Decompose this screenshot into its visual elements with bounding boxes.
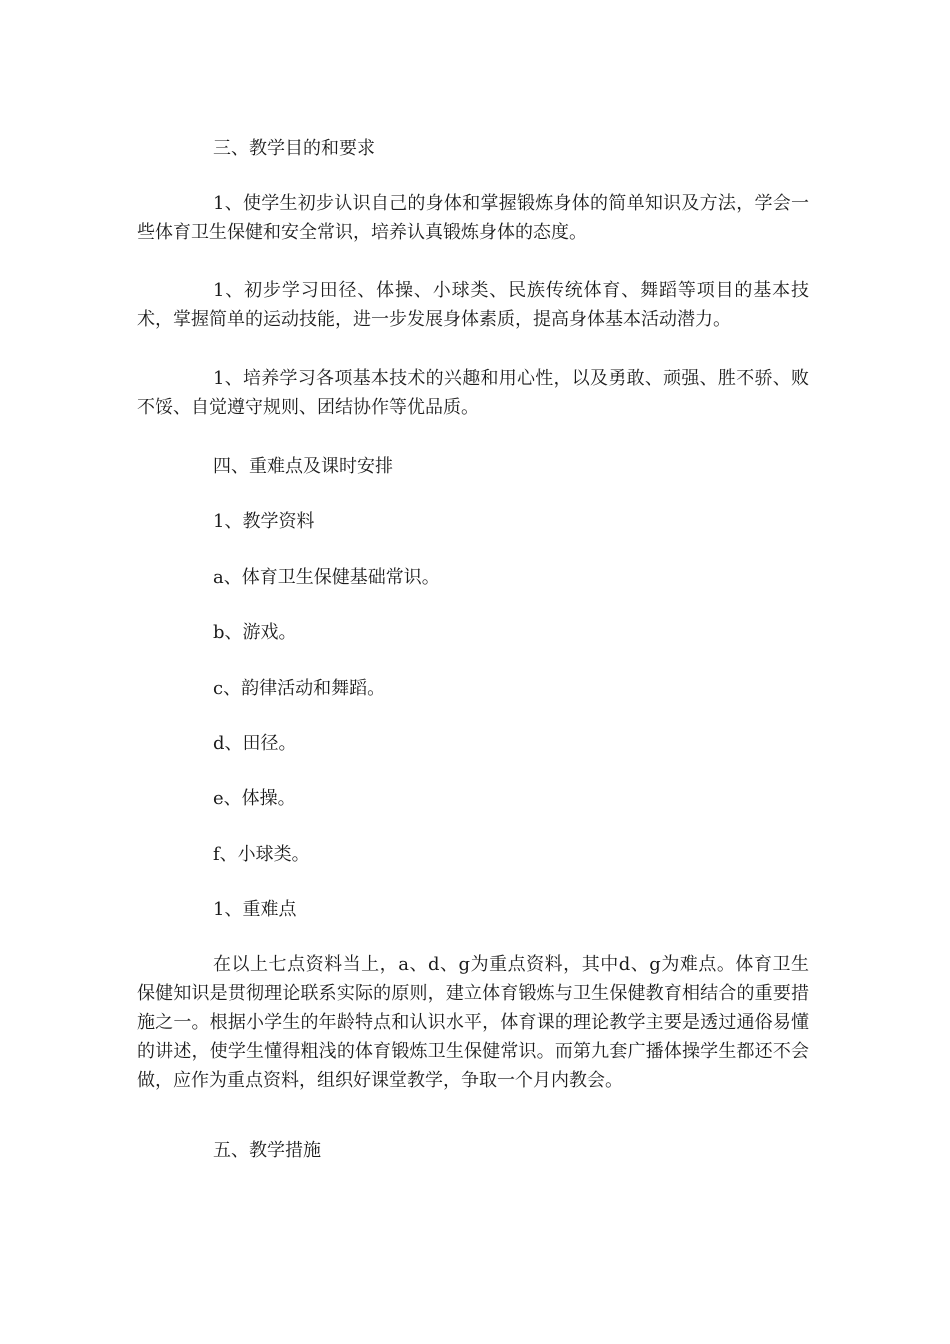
list-item-e: e、体操。 — [213, 788, 296, 809]
heading-section-5: 五、教学措施 — [213, 1140, 321, 1161]
heading-section-4: 四、重难点及课时安排 — [213, 456, 393, 477]
paragraph-goal-1: 1、使学生初步认识自己的身体和掌握锻炼身体的简单知识及方法，学会一些体育卫生保健和安全常识，培养认真锻炼身体的态度。 — [137, 193, 809, 243]
paragraph-key-points: 在以上七点资料当上，a、d、g为重点资料，其中d、g为难点。体育卫生保健知识是贯彻理论联系实际的原则，建立体育锻炼与卫生保健教育相结合的重要措施之一。根据小学生的年龄特点和认识水平，体育课的理论教学主要是透过通俗易懂的讲述，使学生懂得粗浅的体育锻炼卫生保健常识。而第九套广播体操学生都还不会做，应作为重点资料，组织好课堂教学，争取一个月内教会。 — [137, 954, 809, 1091]
heading-section-3: 三、教学目的和要求 — [213, 138, 375, 159]
list-item-b: b、游戏。 — [213, 622, 297, 643]
subheading-teaching-content: 1、教学资料 — [213, 511, 315, 532]
list-item-d: d、田径。 — [213, 733, 297, 754]
paragraph-goal-3: 1、培养学习各项基本技术的兴趣和用心性，以及勇敢、顽强、胜不骄、败不馁、自觉遵守规则、团结协作等优品质。 — [137, 368, 809, 418]
list-item-f: f、小球类。 — [213, 844, 310, 865]
subheading-key-points: 1、重难点 — [213, 899, 297, 920]
paragraph-goal-2: 1、初步学习田径、体操、小球类、民族传统体育、舞蹈等项目的基本技术，掌握简单的运动技能，进一步发展身体素质，提高身体基本活动潜力。 — [137, 280, 809, 330]
list-item-c: c、韵律活动和舞蹈。 — [213, 678, 386, 699]
list-item-a: a、体育卫生保健基础常识。 — [213, 567, 440, 588]
